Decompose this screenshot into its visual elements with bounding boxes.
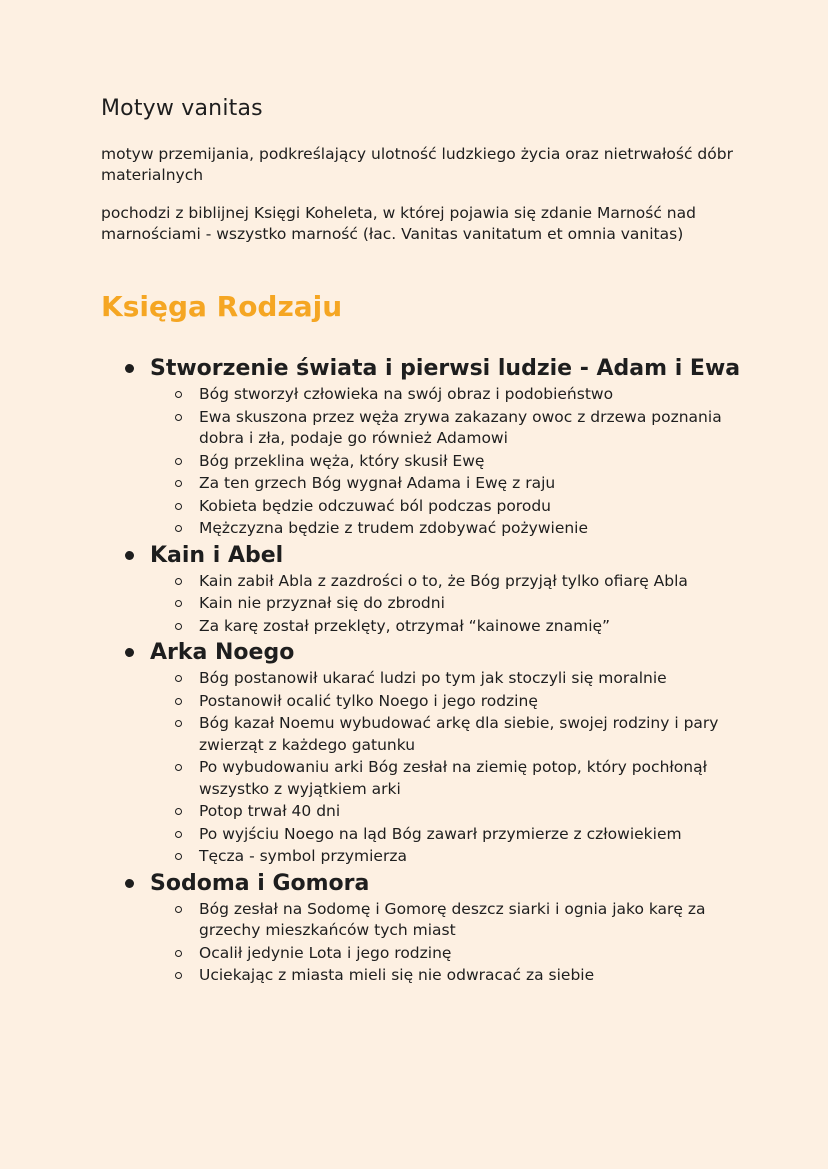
list-item [172, 757, 742, 800]
list-item-text: Za ten grzech Bóg wygnał Adama i Ewę z raju [199, 474, 556, 492]
list-item [172, 943, 742, 965]
circle-bullet-icon [175, 414, 182, 421]
circle-bullet-icon [175, 906, 182, 913]
topic-title: Stworzenie świata i pierwsi ludzie - Adam i Ewa [150, 356, 741, 381]
list-item-text: Ocalił jedynie Lota i jego rodzinę [199, 943, 452, 962]
topic-noah-ark [122, 638, 742, 868]
list-item-text: Bóg stworzył człowieka na swój obraz i podobieństwo [199, 385, 614, 403]
circle-bullet-icon [175, 675, 182, 682]
circle-bullet-icon [175, 764, 182, 771]
list-item [172, 496, 742, 518]
list-item [172, 824, 742, 846]
circle-bullet-icon [175, 623, 182, 630]
topic-sodom-gomorrah [122, 869, 742, 987]
list-item-text: Bóg przeklina węża, który skusił Ewę [199, 451, 485, 470]
circle-bullet-icon [175, 578, 182, 585]
sub-list [150, 668, 742, 868]
bullet-icon [125, 879, 134, 888]
topic-title: Sodoma i Gomora [150, 870, 370, 896]
circle-bullet-icon [175, 720, 182, 727]
list-item-text: Kain zabił Abla z zazdrości o to, że Bóg przyjął tylko ofiarę Abla [199, 571, 688, 590]
list-item-text: Po wyjściu Noego na ląd Bóg zawarł przymierze z człowiekiem [199, 824, 682, 843]
list-item-text: Kobieta będzie odczuwać ból podczas porodu [199, 496, 551, 515]
circle-bullet-icon [175, 391, 182, 398]
topic-outline [122, 354, 742, 988]
sub-list [150, 384, 742, 540]
list-item [172, 899, 742, 942]
circle-bullet-icon [175, 808, 182, 815]
section-title: Księga Rodzaju [101, 290, 343, 323]
list-item [172, 691, 742, 713]
list-item-text: Bóg kazał Noemu wybudować arkę dla siebie, swojej rodziny i pary zwierząt z każdego gatunku [199, 714, 719, 754]
list-item-text: Uciekając z miasta mieli się nie odwracać za siebie [199, 966, 595, 984]
circle-bullet-icon [175, 458, 182, 465]
list-item [172, 965, 742, 987]
list-item [172, 407, 742, 450]
circle-bullet-icon [175, 480, 182, 487]
topic-kain-abel [122, 541, 742, 638]
list-item [172, 473, 742, 495]
list-item-text: Mężczyzna będzie z trudem zdobywać pożywienie [199, 519, 589, 537]
circle-bullet-icon [175, 525, 182, 532]
list-item [172, 846, 742, 868]
circle-bullet-icon [175, 831, 182, 838]
list-item-text: Bóg zesłał na Sodomę i Gomorę deszcz siarki i ognia jako karę za grzechy mieszkańców tych miast [199, 899, 706, 939]
list-item-text: Kain nie przyznał się do zbrodni [199, 594, 445, 612]
list-item-text: Za karę został przeklęty, otrzymał “kainowe znamię” [199, 616, 611, 635]
list-item-text: Tęcza - symbol przymierza [199, 847, 407, 865]
list-item [172, 713, 742, 756]
intro-paragraph-2: pochodzi z biblijnej Księgi Koheleta, w której pojawia się zdanie Marność nad marnościami - wszystko marność (łac. Vanitas vanitatum et omnia vanitas) [101, 204, 696, 243]
sub-list [150, 899, 742, 987]
circle-bullet-icon [175, 600, 182, 607]
list-item [172, 616, 742, 638]
list-item [172, 384, 742, 406]
list-item-text: Bóg postanowił ukarać ludzi po tym jak stoczyli się moralnie [199, 669, 667, 687]
sub-list [150, 571, 742, 638]
list-item-text: Postanowił ocalić tylko Noego i jego rodzinę [199, 691, 538, 710]
list-item [172, 668, 742, 690]
list-item-text: Po wybudowaniu arki Bóg zesłał na ziemię potop, który pochłonął wszystko z wyjątkiem arki [199, 758, 708, 798]
list-item [172, 451, 742, 473]
intro-paragraph-1: motyw przemijania, podkreślający ulotność ludzkiego życia oraz nietrwałość dóbr materialnych [101, 145, 733, 184]
circle-bullet-icon [175, 853, 182, 860]
topic-title: Arka Noego [150, 640, 295, 665]
bullet-icon [125, 551, 134, 560]
intro-title: Motyw vanitas [101, 96, 263, 121]
circle-bullet-icon [175, 972, 182, 979]
list-item [172, 593, 742, 615]
circle-bullet-icon [175, 698, 182, 705]
bullet-icon [125, 648, 134, 657]
circle-bullet-icon [175, 950, 182, 957]
list-item [172, 518, 742, 540]
circle-bullet-icon [175, 503, 182, 510]
list-item [172, 801, 742, 823]
list-item-text: Ewa skuszona przez węża zrywa zakazany owoc z drzewa poznania dobra i zła, podaje go również Adamowi [199, 407, 722, 447]
topic-title: Kain i Abel [150, 542, 284, 568]
topic-creation [122, 354, 742, 540]
bullet-icon [125, 364, 134, 373]
list-item-text: Potop trwał 40 dni [199, 802, 341, 820]
list-item [172, 571, 742, 593]
